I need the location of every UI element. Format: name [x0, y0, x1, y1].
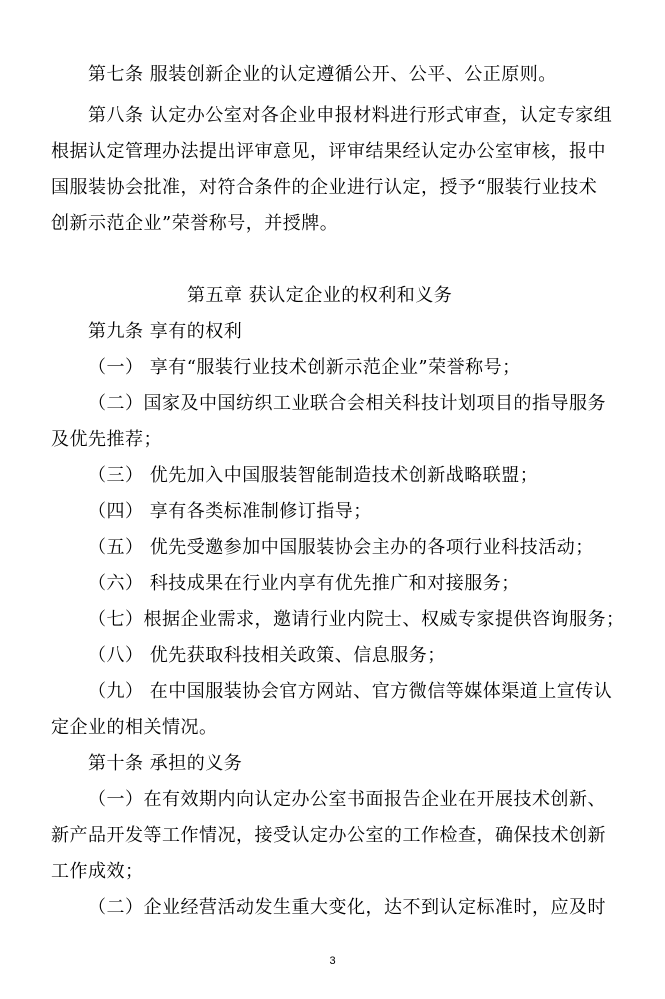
obligation-item: （二）企业经营活动发生重大变化，达不到认定标准时，应及时 — [88, 897, 606, 918]
article-10-heading: 第十条 承担的义务 — [88, 753, 243, 774]
article-8-line: 创新示范企业”荣誉称号，并授牌。 — [51, 213, 339, 234]
article-8-line: 国服装协会批准，对符合条件的企业进行认定，授予“服装行业技术 — [51, 177, 598, 198]
right-item: （七）根据企业需求，邀请行业内院士、权威专家提供咨询服务； — [88, 609, 625, 630]
article-7-line: 第七条 服装创新企业的认定遵循公开、公平、公正原则。 — [88, 64, 557, 85]
article-8-line: 第八条 认定办公室对各企业申报材料进行形式审查，认定专家组 — [88, 105, 613, 126]
right-item-continuation: 及优先推荐； — [51, 429, 162, 450]
right-item: （三） 优先加入中国服装智能制造技术创新战略联盟； — [88, 465, 539, 486]
chapter-heading: 第五章 获认定企业的权利和义务 — [187, 285, 453, 306]
right-item: （一） 享有“服装行业技术创新示范企业”荣誉称号； — [88, 357, 521, 378]
article-8-line: 根据认定管理办法提出评审意见，评审结果经认定办公室审核，报中 — [51, 141, 606, 162]
obligation-item: （一）在有效期内向认定办公室书面报告企业在开展技术创新、 — [88, 789, 606, 810]
right-item: （二）国家及中国纺织工业联合会相关科技计划项目的指导服务 — [88, 393, 606, 414]
right-item-continuation: 定企业的相关情况。 — [51, 717, 218, 738]
article-9-heading: 第九条 享有的权利 — [88, 321, 243, 342]
obligation-item-continuation: 工作成效； — [51, 861, 144, 882]
page-number: 3 — [329, 955, 336, 967]
right-item: （六） 科技成果在行业内享有优先推广和对接服务； — [88, 573, 520, 594]
right-item: （八） 优先获取科技相关政策、信息服务； — [88, 645, 446, 666]
obligation-item-continuation: 新产品开发等工作情况，接受认定办公室的工作检查，确保技术创新 — [51, 825, 606, 846]
right-item: （四） 享有各类标准制修订指导； — [88, 501, 372, 522]
right-item: （九） 在中国服装协会官方网站、官方微信等媒体渠道上宣传认 — [88, 681, 613, 702]
right-item: （五） 优先受邀参加中国服装协会主办的各项行业科技活动； — [88, 537, 594, 558]
